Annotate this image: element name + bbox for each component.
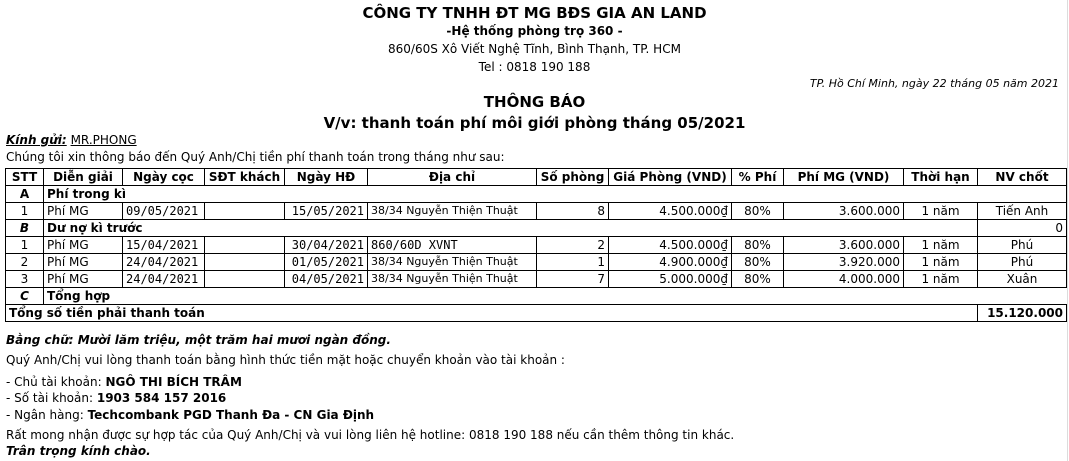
cell-pct: 80%	[732, 271, 784, 288]
col-header: SĐT khách	[205, 169, 285, 186]
section-code: C	[6, 288, 44, 305]
recipient-label: Kính gửi:	[6, 133, 67, 147]
amount-in-words: Bằng chữ: Mười lăm triệu, một trăm hai mươi ngàn đồng.	[6, 333, 391, 347]
intro-text: Chúng tôi xin thông báo đến Quý Anh/Chị tiền phí thanh toán trong tháng như sau:	[6, 150, 505, 164]
cell-pct: 80%	[732, 237, 784, 254]
cell-contract-date: 01/05/2021	[285, 254, 368, 271]
cell-deposit-date: 24/04/2021	[123, 271, 205, 288]
section-value: 0	[978, 220, 1067, 237]
cell-staff: Xuân	[978, 271, 1067, 288]
col-header: Ngày cọc	[123, 169, 205, 186]
account-owner-value: NGÔ THI BÍCH TRÂM	[105, 375, 242, 389]
section-row	[6, 220, 1067, 237]
cell-contract-date: 04/05/2021	[285, 271, 368, 288]
cell-deposit-date: 24/04/2021	[123, 254, 205, 271]
notice-title: THÔNG BÁO	[483, 93, 586, 111]
account-owner-line	[6, 375, 242, 389]
cell-stt: 1	[6, 237, 44, 254]
cell-price: 4.500.000₫	[609, 203, 732, 220]
cell-term: 1 năm	[904, 203, 978, 220]
section-label: Dư nợ kì trước	[44, 220, 978, 237]
col-header: Ngày HĐ	[285, 169, 368, 186]
cell-deposit-date: 09/05/2021	[123, 203, 205, 220]
company-name: CÔNG TY TNHH ĐT MG BĐS GIA AN LAND	[362, 4, 707, 22]
section-label: Phí trong kì	[44, 186, 1067, 203]
total-value: 15.120.000	[978, 305, 1067, 322]
system-name: -Hệ thống phòng trọ 360 -	[446, 24, 623, 38]
closing-line: Trân trọng kính chào.	[6, 444, 151, 458]
date-line: TP. Hồ Chí Minh, ngày 22 tháng 05 năm 2021	[809, 77, 1059, 90]
col-header: STT	[6, 169, 44, 186]
cell-address: 38/34 Nguyễn Thiện Thuật	[368, 254, 537, 271]
cell-stt: 2	[6, 254, 44, 271]
cell-pct: 80%	[732, 254, 784, 271]
col-header: Thời hạn	[904, 169, 978, 186]
cell-address: 38/34 Nguyễn Thiện Thuật	[368, 271, 537, 288]
table-row	[6, 254, 1067, 271]
cell-price: 4.500.000₫	[609, 237, 732, 254]
cell-rooms: 1	[537, 254, 609, 271]
cell-desc: Phí MG	[44, 271, 123, 288]
cell-term: 1 năm	[904, 271, 978, 288]
col-header: NV chốt	[978, 169, 1067, 186]
col-header: Giá Phòng (VND)	[609, 169, 732, 186]
total-row	[6, 305, 1067, 322]
thanks-line: Rất mong nhận được sự hợp tác của Quý Anh/Chị và vui lòng liên hệ hotline: 0818 190 188 nếu cần thêm thông tin khác.	[6, 428, 735, 442]
cell-address: 38/34 Nguyễn Thiện Thuật	[368, 203, 537, 220]
cell-rooms: 7	[537, 271, 609, 288]
bank-line	[6, 408, 374, 422]
cell-contract-date: 30/04/2021	[285, 237, 368, 254]
recipient-line	[6, 133, 137, 147]
cell-staff: Phú	[978, 254, 1067, 271]
payment-intro: Quý Anh/Chị vui lòng thanh toán bằng hình thức tiền mặt hoặc chuyển khoản vào tài khoản :	[6, 353, 565, 367]
cell-contract-date: 15/05/2021	[285, 203, 368, 220]
cell-staff: Phú	[978, 237, 1067, 254]
account-number-value: 1903 584 157 2016	[96, 391, 227, 405]
table-header-row	[6, 169, 1067, 186]
account-number-line	[6, 391, 226, 405]
cell-fee: 3.600.000	[784, 203, 904, 220]
cell-desc: Phí MG	[44, 237, 123, 254]
section-label: Tổng hợp	[44, 288, 1067, 305]
notice-subject: V/v: thanh toán phí môi giới phòng tháng 05/2021	[323, 114, 746, 132]
cell-phone	[205, 271, 285, 288]
table-row	[6, 237, 1067, 254]
col-header: Phí MG (VND)	[784, 169, 904, 186]
table-row	[6, 203, 1067, 220]
section-row	[6, 186, 1067, 203]
cell-phone	[205, 237, 285, 254]
cell-deposit-date: 15/04/2021	[123, 237, 205, 254]
cell-stt: 1	[6, 203, 44, 220]
col-header: Diễn giải	[44, 169, 123, 186]
col-header: Địa chỉ	[368, 169, 537, 186]
cell-pct: 80%	[732, 203, 784, 220]
table-row	[6, 271, 1067, 288]
cell-term: 1 năm	[904, 254, 978, 271]
cell-staff: Tiến Anh	[978, 203, 1067, 220]
cell-term: 1 năm	[904, 237, 978, 254]
section-code: A	[6, 186, 44, 203]
bank-value: Techcombank PGD Thanh Đa - CN Gia Định	[87, 408, 375, 422]
section-code: B	[6, 220, 44, 237]
cell-phone	[205, 254, 285, 271]
cell-rooms: 2	[537, 237, 609, 254]
cell-fee: 3.920.000	[784, 254, 904, 271]
col-header: Số phòng	[537, 169, 609, 186]
total-label: Tổng số tiền phải thanh toán	[6, 305, 978, 322]
cell-rooms: 8	[537, 203, 609, 220]
company-address: 860/60S Xô Viết Nghệ Tĩnh, Bình Thạnh, TP. HCM	[388, 42, 681, 56]
bank-label: - Ngân hàng:	[6, 408, 88, 422]
cell-desc: Phí MG	[44, 203, 123, 220]
cell-price: 5.000.000₫	[609, 271, 732, 288]
account-number-label: - Số tài khoản:	[6, 391, 97, 405]
cell-price: 4.900.000₫	[609, 254, 732, 271]
section-row	[6, 288, 1067, 305]
account-owner-label: - Chủ tài khoản:	[6, 375, 106, 389]
cell-desc: Phí MG	[44, 254, 123, 271]
cell-fee: 4.000.000	[784, 271, 904, 288]
company-tel: Tel : 0818 190 188	[478, 60, 591, 74]
cell-address: 860/60D XVNT	[368, 237, 537, 254]
fee-table	[5, 168, 1067, 322]
cell-stt: 3	[6, 271, 44, 288]
cell-phone	[205, 203, 285, 220]
col-header: % Phí	[732, 169, 784, 186]
recipient-name: MR.PHONG	[70, 133, 137, 147]
cell-fee: 3.600.000	[784, 237, 904, 254]
